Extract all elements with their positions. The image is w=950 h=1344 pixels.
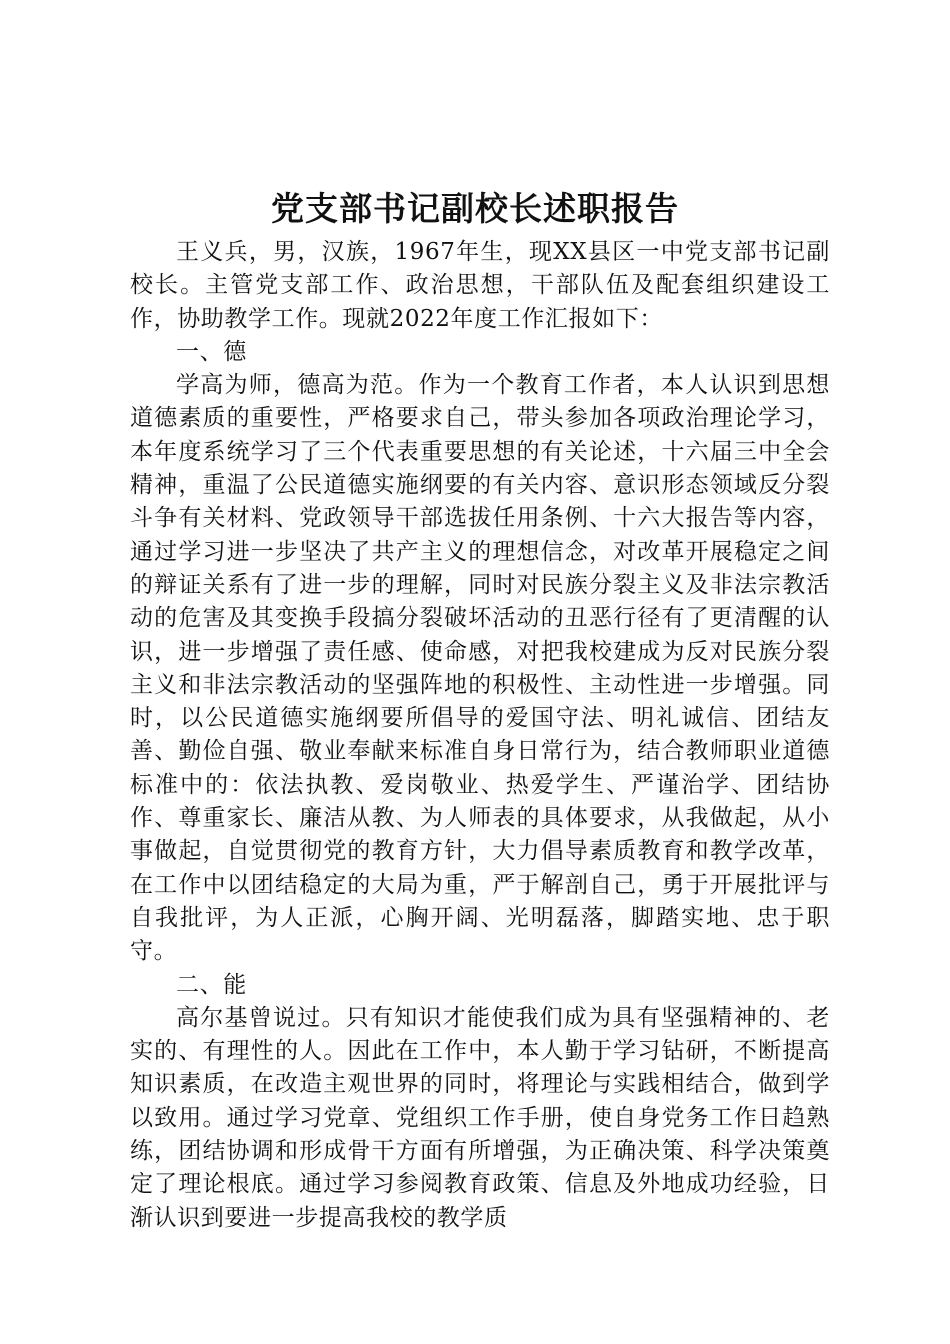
section-heading-neng: 二、能	[176, 971, 247, 998]
paragraph-de: 学高为师，德高为范。作为一个教育工作者，本人认识到思想道德素质的重要性，严格要求自己，带头参加各项政治理论学习，本年度系统学习了三个代表重要思想的有关论述，十六届三中全会精神，重温了公民道德实施纲要的有关内容、意识形态领域反分裂斗争有关材料、党政领导干部选拔任用条例、十六大报告等内容，通过学习进一步坚决了共产主义的理想信念，对改革开展稳定之间的辩证关系有了进一步的理解，同时对民族分裂主义及非法宗教活动的危害及其变换手段搞分裂破坏活动的丑恶行径有了更清醒的认识，进一步增强了责任感、使命感，对把我校建成为反对民族分裂主义和非法宗教活动的坚强阵地的积极性、主动性进一步增强。同时，以公民道德实施纲要所倡导的爱国守法、明礼诚信、团结友善、勤俭自强、敬业奉献来标准自身日常行为，结合教师职业道德标准中的：依法执教、爱岗敬业、热爱学生、严谨治学、团结协作、尊重家长、廉洁从教、为人师表的具体要求，从我做起，从小事做起，自觉贯彻党的教育方针，大力倡导素质教育和教学改革，在工作中以团结稳定的大局为重，严于解剖自己，勇于开展批评与自我批评，为人正派，心胸开阔、光明磊落，脚踏实地、忠于职守。	[130, 372, 830, 965]
document-body	[130, 236, 830, 1235]
document-title: 党支部书记副校长述职报告	[271, 189, 679, 228]
section-heading-de: 一、德	[176, 338, 247, 365]
paragraph-intro: 王义兵，男，汉族，1967年生，现XX县区一中党支部书记副校长。主管党支部工作、政治思想，干部队伍及配套组织建设工作，协助教学工作。现就2022年度工作汇报如下：	[130, 239, 830, 332]
paragraph-neng: 高尔基曾说过。只有知识才能使我们成为具有坚强精神的、老实的、有理性的人。因此在工作中，本人勤于学习钻研，不断提高知识素质，在改造主观世界的同时，将理论与实践相结合，做到学以致用。通过学习党章、党组织工作手册，使自身党务工作日趋熟练，团结协调和形成骨干方面有所增强，为正确决策、科学决策奠定了理论根底。通过学习参阅教育政策、信息及外地成功经验，日渐认识到要进一步提高我校的教学质	[130, 1004, 830, 1231]
